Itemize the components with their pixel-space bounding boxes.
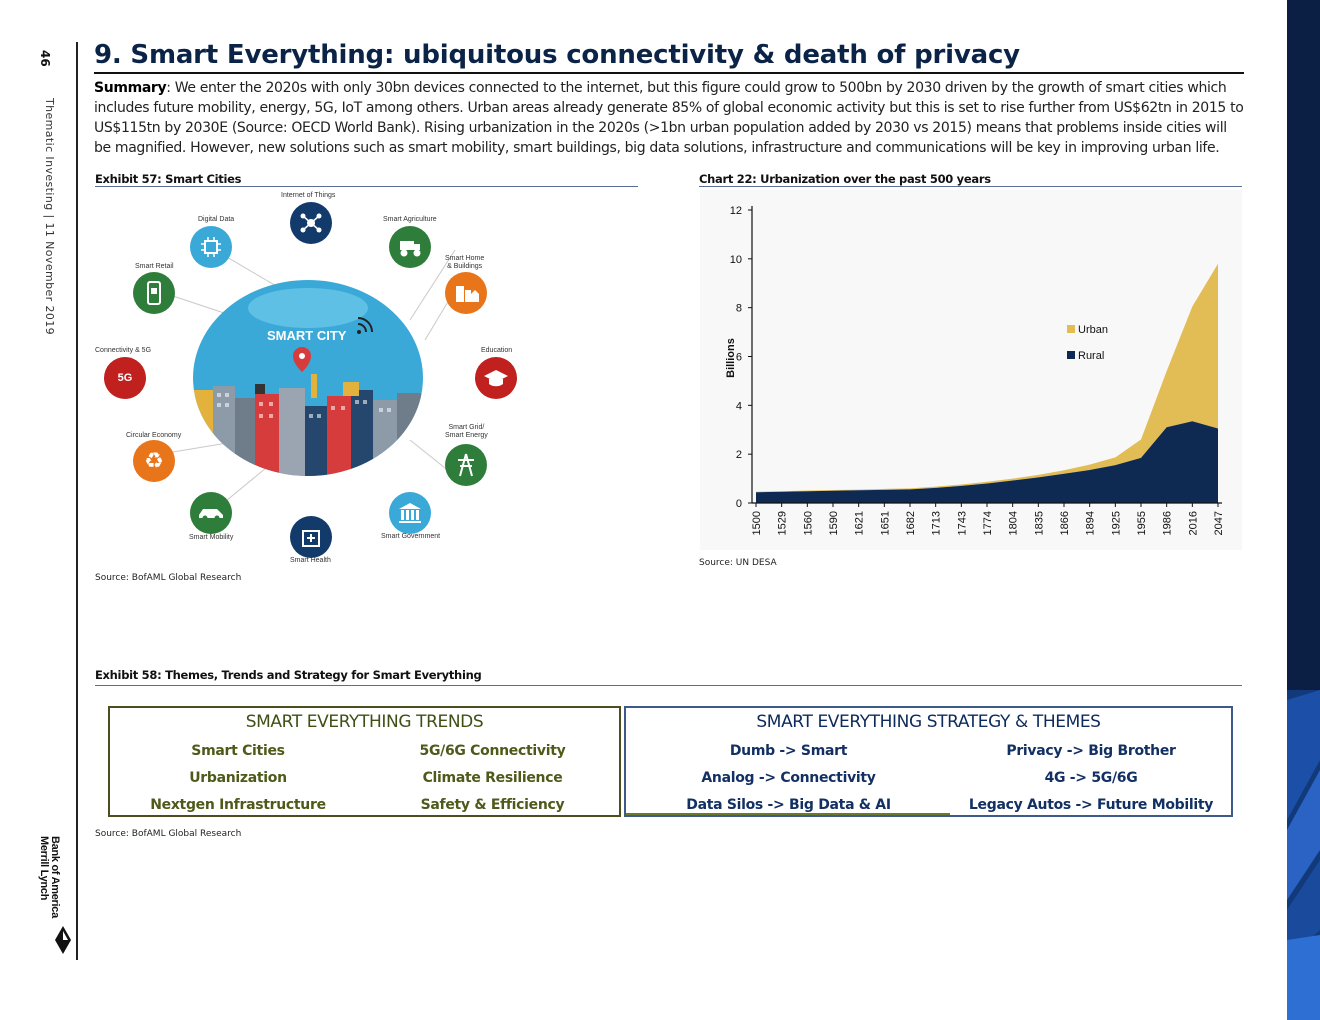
x-tick-label: 1866 xyxy=(1059,511,1071,536)
trend-cell: Smart Cities xyxy=(191,743,285,759)
legend-urban-swatch xyxy=(1067,325,1075,333)
summary-label: Summary xyxy=(94,80,167,96)
exhibit-57-rule xyxy=(95,186,638,187)
strategy-cell: Dumb -> Smart xyxy=(729,743,848,759)
x-tick-label: 1500 xyxy=(751,511,763,536)
x-tick-label: 2016 xyxy=(1187,511,1200,536)
band-pattern xyxy=(1287,0,1320,1020)
summary-text: : We enter the 2020s with only 30bn devices connected to the internet, but this figure could grow to 500bn by 2030 driven by the growth of smart cities which includes future mobility, energy, 5G, IoT among others. Urban areas already generate 85% of global economic activity but this is set to rise further from US$62tn in 2015 to US$115tn by 2030E (Source: OECD World Bank). Rising urbanization in the 2020s (>1bn urban population added by 2030 vs 2015) means that problems inside cities will be magnified. However, new solutions such as smart mobility, smart buildings, big data solutions, infrastructure and communications will be key in improving urban life. xyxy=(94,80,1244,156)
tractor-icon xyxy=(389,226,431,268)
label-education: Education xyxy=(481,347,513,354)
x-tick-label: 1713 xyxy=(930,511,943,536)
strategy-title: SMART EVERYTHING STRATEGY & THEMES xyxy=(756,712,1101,732)
graduation-cap-icon xyxy=(475,357,517,399)
legend-rural-label: Rural xyxy=(1078,350,1105,362)
smart-city-graphic xyxy=(95,190,635,570)
exhibit-57-source: Source: BofAML Global Research xyxy=(95,573,242,583)
chart-22-rule xyxy=(699,186,1242,187)
label-smart-health: Smart Health xyxy=(290,557,331,564)
brand-logo-text xyxy=(38,836,60,918)
y-tick-label: 12 xyxy=(729,205,742,217)
hospital-icon xyxy=(290,516,332,558)
trend-cell: Urbanization xyxy=(189,770,287,786)
page-number: 46 xyxy=(38,50,52,67)
x-tick-label: 1529 xyxy=(776,511,789,536)
trends-box xyxy=(108,706,621,817)
urbanization-chart xyxy=(700,190,1242,550)
power-tower-icon xyxy=(445,444,487,486)
internet-of-things-icon xyxy=(290,202,332,244)
label-smart-grid xyxy=(445,424,488,440)
strategy-box xyxy=(624,706,1233,817)
legend-rural-swatch xyxy=(1067,351,1075,359)
y-tick-label: 4 xyxy=(735,400,742,413)
x-tick-label: 1651 xyxy=(879,511,892,536)
x-tick-label: 1986 xyxy=(1161,511,1174,536)
strategy-cell: Privacy -> Big Brother xyxy=(1006,743,1176,759)
brand-flag-icon xyxy=(55,926,71,954)
label-smart-government: Smart Government xyxy=(381,533,441,540)
chart-22-source: Source: UN DESA xyxy=(699,558,777,568)
smart-city-center-label: SMART CITY xyxy=(267,328,347,343)
connectivity-5g-badge: 5G xyxy=(117,372,133,384)
y-tick-label: 2 xyxy=(735,449,742,462)
right-decorative-band xyxy=(1287,0,1320,1020)
label-smart-home xyxy=(445,255,484,271)
x-tick-label: 1835 xyxy=(1033,511,1046,536)
strategy-cell: 4G -> 5G/6G xyxy=(1044,770,1138,786)
summary-paragraph xyxy=(94,78,1246,158)
government-building-icon xyxy=(389,492,431,534)
strategy-cell: Legacy Autos -> Future Mobility xyxy=(968,797,1214,813)
sidebar-divider xyxy=(76,42,78,960)
label-smart-home-line2: & Buildings xyxy=(447,263,483,270)
title-divider xyxy=(94,72,1244,74)
label-connectivity-5g: Connectivity & 5G xyxy=(95,347,152,354)
label-smart-agriculture: Smart Agriculture xyxy=(383,216,437,223)
chart-22-caption: Chart 22: Urbanization over the past 500 years xyxy=(699,172,991,186)
page-title: 9. Smart Everything: ubiquitous connectivity & death of privacy xyxy=(94,40,1020,70)
label-smart-retail: Smart Retail xyxy=(135,263,174,270)
y-tick-label: 10 xyxy=(729,253,742,266)
x-tick-label: 1925 xyxy=(1110,511,1123,536)
brand-line-2: Merrill Lynch xyxy=(38,836,50,901)
x-tick-label: 1894 xyxy=(1084,511,1097,536)
smart-city-illustration xyxy=(193,278,423,478)
trend-cell: Safety & Efficiency xyxy=(420,797,565,813)
x-tick-label: 1743 xyxy=(956,511,969,536)
label-smart-grid-line2: Smart Energy xyxy=(445,432,488,439)
label-smart-grid-line1: Smart Grid/ xyxy=(448,424,485,431)
y-tick-label: 0 xyxy=(735,498,742,510)
urbanization-chart-svg xyxy=(700,190,1242,550)
y-axis-title: Billions xyxy=(725,338,737,378)
label-internet-of-things: Internet of Things xyxy=(281,192,336,199)
label-smart-home-line1: Smart Home xyxy=(445,255,485,262)
recycle-icon: ♻ xyxy=(133,440,175,482)
trends-title: SMART EVERYTHING TRENDS xyxy=(245,712,484,732)
exhibit-58-rule xyxy=(95,685,1242,686)
car-icon xyxy=(190,492,232,534)
strategy-underline-accent xyxy=(626,813,950,815)
publication-date: Thematic Investing | 11 November 2019 xyxy=(43,98,56,336)
y-tick-label: 8 xyxy=(735,302,742,315)
y-tick-label: 6 xyxy=(735,351,742,364)
label-digital-data: Digital Data xyxy=(198,216,235,223)
digital-chip-icon xyxy=(190,226,232,268)
x-tick-label: 1955 xyxy=(1136,511,1148,536)
x-tick-label: 1774 xyxy=(982,511,994,536)
trend-cell: Nextgen Infrastructure xyxy=(150,797,326,813)
label-smart-mobility: Smart Mobility xyxy=(189,534,234,541)
x-tick-label: 1804 xyxy=(1007,511,1020,536)
trend-cell: 5G/6G Connectivity xyxy=(419,743,566,759)
strategy-cell: Analog -> Connectivity xyxy=(701,770,876,786)
x-tick-label: 1590 xyxy=(828,511,840,536)
strategy-cell: Data Silos -> Big Data & AI xyxy=(686,797,891,813)
label-circular-economy: Circular Economy xyxy=(126,432,182,439)
trend-cell: Climate Resilience xyxy=(422,770,563,786)
brand-line-1: Bank of America xyxy=(49,836,61,918)
buildings-icon xyxy=(445,272,487,314)
x-tick-label: 2047 xyxy=(1213,511,1225,536)
exhibit-58-source: Source: BofAML Global Research xyxy=(95,829,242,839)
exhibit-58-caption: Exhibit 58: Themes, Trends and Strategy for Smart Everything xyxy=(95,668,482,682)
mobile-shopping-icon xyxy=(133,272,175,314)
x-tick-label: 1621 xyxy=(853,511,866,536)
legend-urban-label: Urban xyxy=(1078,324,1108,336)
connectivity-5g-icon xyxy=(104,357,146,399)
x-tick-label: 1682 xyxy=(905,511,917,536)
x-tick-label: 1560 xyxy=(802,511,815,536)
exhibit-57-caption: Exhibit 57: Smart Cities xyxy=(95,172,242,186)
